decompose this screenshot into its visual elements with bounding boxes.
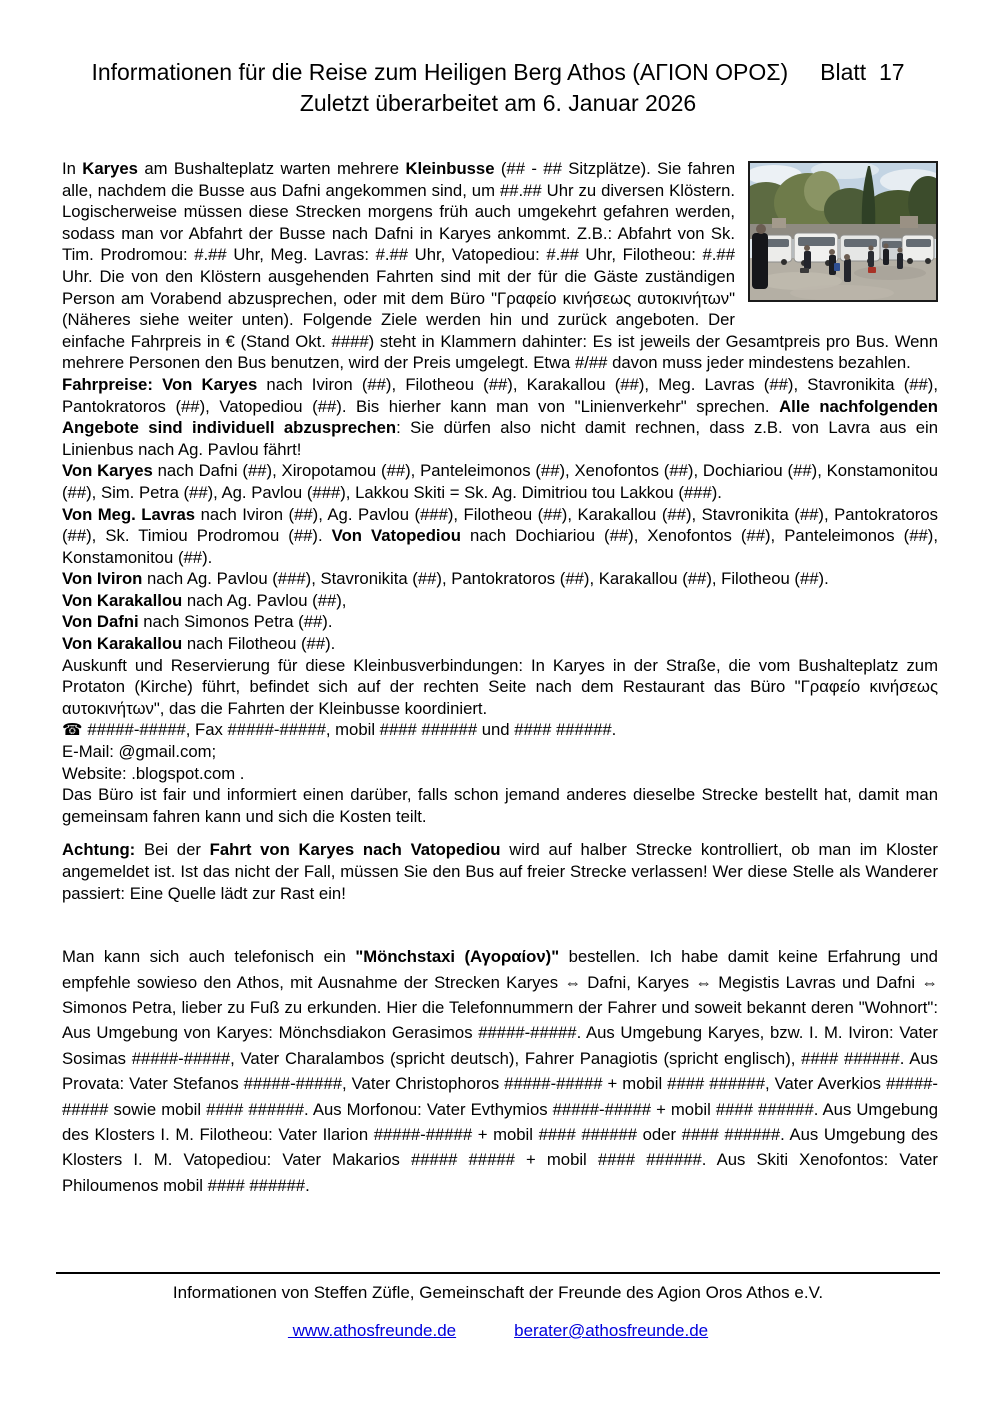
email-link[interactable]: berater@athosfreunde.de bbox=[514, 1321, 709, 1340]
paragraph-von-karakallou-pavlou: Von Karakallou nach Ag. Pavlou (##), bbox=[62, 590, 347, 610]
paragraph-moenchstaxi: Man kann sich auch telefonisch ein "Mönchstaxi (Αγοραίον)" bestellen. Ich habe damit keine Erfahrung und empfehle sowieso den Athos, mit Ausnahme der Strecken Karyes ⇔ Dafni, Karyes ⇔ Megistis Lavras und Dafni ⇔ Simonos Petra, lieber zu Fuß zu erkunden. Hier die Telefonnummern der Fahrer und soweit bekannt deren "Wohnort": Aus Umgebung von Karyes: Mönchsdiakon Gerasimos #####-#####. Aus Umgebung Karyes, bzw. I. M. Iviron: Vater Sosimas #####-#####, Vater Charalambos (spricht deutsch), Fahrer Panagiotis (spricht englisch), #### ######. Aus Provata: Vater Stefanos #####-#####, Vater Christophoros #####-##### + mobil #### ######, Vater Averkios #####-##### sowie mobil #### ######. Aus Morfonou: Vater Evthymios #####-##### + mobil #### ######. Aus Umgebung des Klosters I. M. Filotheou: Vater Ilarion #####-##### + mobil #### ###### oder #### ######. Aus Umgebung des Klosters I. M. Vatopediou: Vater Makarios ##### ##### + mobil #### ######. Aus Skiti Xenofontos: Vater Philoumenos mobil #### ######. bbox=[62, 947, 957, 1195]
paragraph-von-dafni: Von Dafni nach Simonos Petra (##). bbox=[62, 612, 333, 632]
paragraph-von-meg-lavras: Von Meg. Lavras nach Iviron (##), Ag. Pavlou (###), Filotheou (##), Karakallou (##), Stavronikita (##), Pantokratoros (##), Sk. Timiou Prodromou (##). Von Vatopediou nach Dochiariou (##), Xenofontos (##), Panteleimonos (##), Konstamonitou (##). bbox=[62, 504, 943, 567]
paragraph-auskunft: Auskunft und Reservierung für diese Kleinbusverbindungen: In Karyes in der Straße, die vom Bushalteplatz zum Protaton (Kirche) führt, befindet sich auf der rechten Seite nach dem Restaurant das Büro "Γραφείο κινήσεως αυτοκινήτων", das die Fahrten der Kleinbusse koordiniert. bbox=[62, 655, 943, 718]
paragraph-buero-fair: Das Büro ist fair und informiert einen darüber, falls schon jemand anderes dieselbe Strecke bestellt hat, damit man gemeinsam fahren kann und sich die Kosten teilt. bbox=[62, 785, 943, 826]
page-footer bbox=[0, 1272, 996, 1341]
footer-divider bbox=[56, 1272, 940, 1274]
paragraph-email: E-Mail: @gmail.com; bbox=[62, 742, 217, 762]
paragraph-achtung: Achtung: Bei der Fahrt von Karyes nach Vatopediou wird auf halber Strecke kontrolliert, ob man im Kloster angemeldet ist. Ist das nicht der Fall, müssen Sie den Bus auf freier Strecke verlassen! Wer diese Stelle als Wanderer passiert: Eine Quelle lädt zur Rast ein! bbox=[62, 840, 943, 903]
minibus-photo-graphic bbox=[750, 163, 936, 300]
title-row bbox=[0, 57, 996, 88]
website-link[interactable]: www.athosfreunde.de bbox=[287, 1321, 457, 1340]
paragraph-von-iviron: Von Iviron nach Ag. Pavlou (###), Stavronikita (##), Pantokratoros (##), Karakallou (##), Filotheou (##). bbox=[62, 569, 829, 589]
karyes-busstop-photo bbox=[748, 161, 938, 302]
page-subtitle: Zuletzt überarbeitet am 6. Januar 2026 bbox=[299, 90, 697, 116]
paragraph-telefon: ☎ #####-#####, Fax #####-#####, mobil #### ###### und #### ######. bbox=[62, 720, 617, 740]
page-title: Informationen für die Reise zum Heiligen Berg Athos (ΑΓΙΟΝ ΟΡΟΣ) bbox=[91, 59, 789, 85]
paragraph-website: Website: .blogspot.com . bbox=[62, 763, 245, 783]
paragraph-intro: In Karyes am Bushalteplatz warten mehrere Kleinbusse (## - ## Sitzplätze). Sie fahren alle, nachdem die Busse aus Dafni angekommen sind, um ##.## Uhr zu diversen Klöstern. Logischerweise müssen diese Strecken morgens früh auch umgekehrt gefahren werden, sodass man vor Abfahrt der Busse nach Dafni in Karyes ankommt. Z.B.: Abfahrt von Sk. Tim. Prodromou: #.## Uhr, Meg. Lavras: #.## Uhr, Vatopediou: #.## Uhr, Filotheou: #.## Uhr. Die von den Klöstern ausgehenden Fahrten sind mit der für die Gäste zuständigen Person am Vorabend abzusprechen, oder mit dem Büro "Γραφείο κινήσεως αυτοκινήτων" (Näheres siehe weiter unten). Folgende Ziele werden hin und zurück angeboten. Der einfache Fahrpreis in € (Stand Okt. ####) steht in Klammern dahinter: Es ist jeweils der Gesamtpreis pro Bus. Wenn mehrere Personen den Bus benutzen, wird der Preis umgelegt. Etwa #/## davon muss jeder mindestens bezahlen. bbox=[62, 159, 943, 373]
sheet-number: Blatt 17 bbox=[820, 59, 905, 85]
page-header bbox=[0, 57, 996, 119]
paragraph-von-karakallou-filotheou: Von Karakallou nach Filotheou (##). bbox=[62, 634, 336, 654]
document-body bbox=[62, 158, 957, 1198]
footer-links bbox=[0, 1320, 996, 1341]
footer-info: Informationen von Steffen Züfle, Gemeinschaft der Freunde des Agion Oros Athos e.V. bbox=[172, 1283, 824, 1302]
paragraph-von-karyes: Von Karyes nach Dafni (##), Xiropotamou (##), Panteleimonos (##), Xenofontos (##), Dochiariou (##), Konstamonitou (##), Sim. Petra (##), Ag. Pavlou (###), Lakkou Skiti = Sk. Ag. Dimitriou tou Lakkou (###). bbox=[62, 461, 943, 502]
paragraph-fahrpreise: Fahrpreise: Von Karyes nach Iviron (##), Filotheou (##), Karakallou (##), Meg. Lavras (##), Stavronikita (##), Pantokratoros (##), Vatopediou (##). Bis hierher kann man von "Linienverkehr" sprechen. Alle nachfolgenden Angebote sind individuell abzusprechen: Sie dürfen also nicht damit rechnen, dass z.B. von Lavra aus ein Linienbus nach Ag. Pavlou fährt! bbox=[62, 374, 943, 459]
